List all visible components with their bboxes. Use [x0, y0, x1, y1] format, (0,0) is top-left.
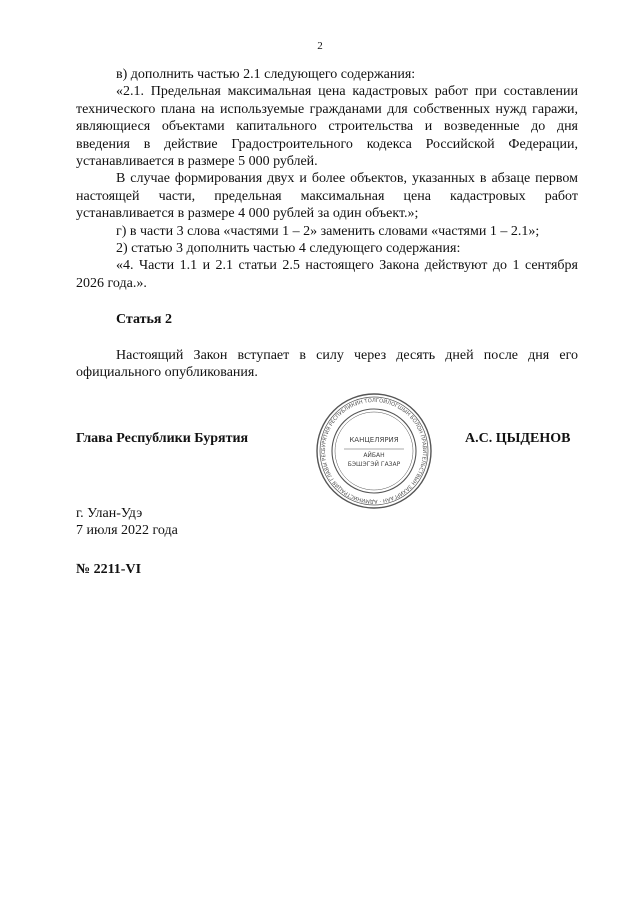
paragraph: «2.1. Предельная максимальная цена кадастровых работ при составлении технического плана на используемые гражданами для собственных нужд гаражи, являющиеся объектами капитального строительства и возведенные до дня введения в действие Градостроительного кодекса Российской Федерации, устанавливается в размере 5 000 рублей. [76, 84, 578, 170]
paragraph: Настоящий Закон вступает в силу через десять дней после дня его официального опубликования. [76, 348, 578, 381]
signatory-position: Глава Республики Бурятия [76, 431, 249, 446]
paragraph: в) дополнить частью 2.1 следующего содержания: [116, 67, 416, 82]
paragraph: «4. Части 1.1 и 2.1 статьи 2.5 настоящего Закона действуют до 1 сентября 2026 года.». [76, 258, 578, 291]
article-text [76, 347, 578, 382]
amendment-text [76, 66, 578, 292]
page-number: 2 [317, 40, 323, 52]
paragraph: В случае формирования двух и более объектов, указанных в абзаце первом настоящей части, предельная максимальная цена кадастровых работ устанавливается в размере 4 000 рублей за один объект.»; [76, 171, 578, 222]
city: г. Улан-Удэ [76, 506, 143, 521]
place-and-date [76, 505, 178, 540]
law-number: № 2211-VI [76, 562, 142, 577]
seal-center-line1: КАНЦЕЛЯРИЯ [349, 436, 399, 444]
seal-center-line2: АЙБАН [363, 452, 385, 459]
paragraph: 2) статью 3 дополнить частью 4 следующего содержания: [116, 241, 461, 257]
article-heading: Статья 2 [116, 312, 172, 327]
seal-ring-text: БУРЯТИЯ РЕСПУБЛИКИН ТОЛГОЙЛОГШЫН БОЛОН ПРАВИТЕЛЬСТВЫН ЗАХИРГААН · АДМИНИСТРАЦИЯ ГЛАВЫ РЕС [320, 397, 428, 505]
paragraph: г) в части 3 слова «частями 1 – 2» заменить словами «частями 1 – 2.1»; [116, 223, 540, 239]
signatory-name: А.С. ЦЫДЕНОВ [465, 431, 571, 446]
seal-center-line3: БЭШЭГЭЙ ГАЗАР [347, 461, 401, 468]
signing-date: 7 июля 2022 года [76, 523, 178, 539]
official-seal [314, 391, 434, 511]
